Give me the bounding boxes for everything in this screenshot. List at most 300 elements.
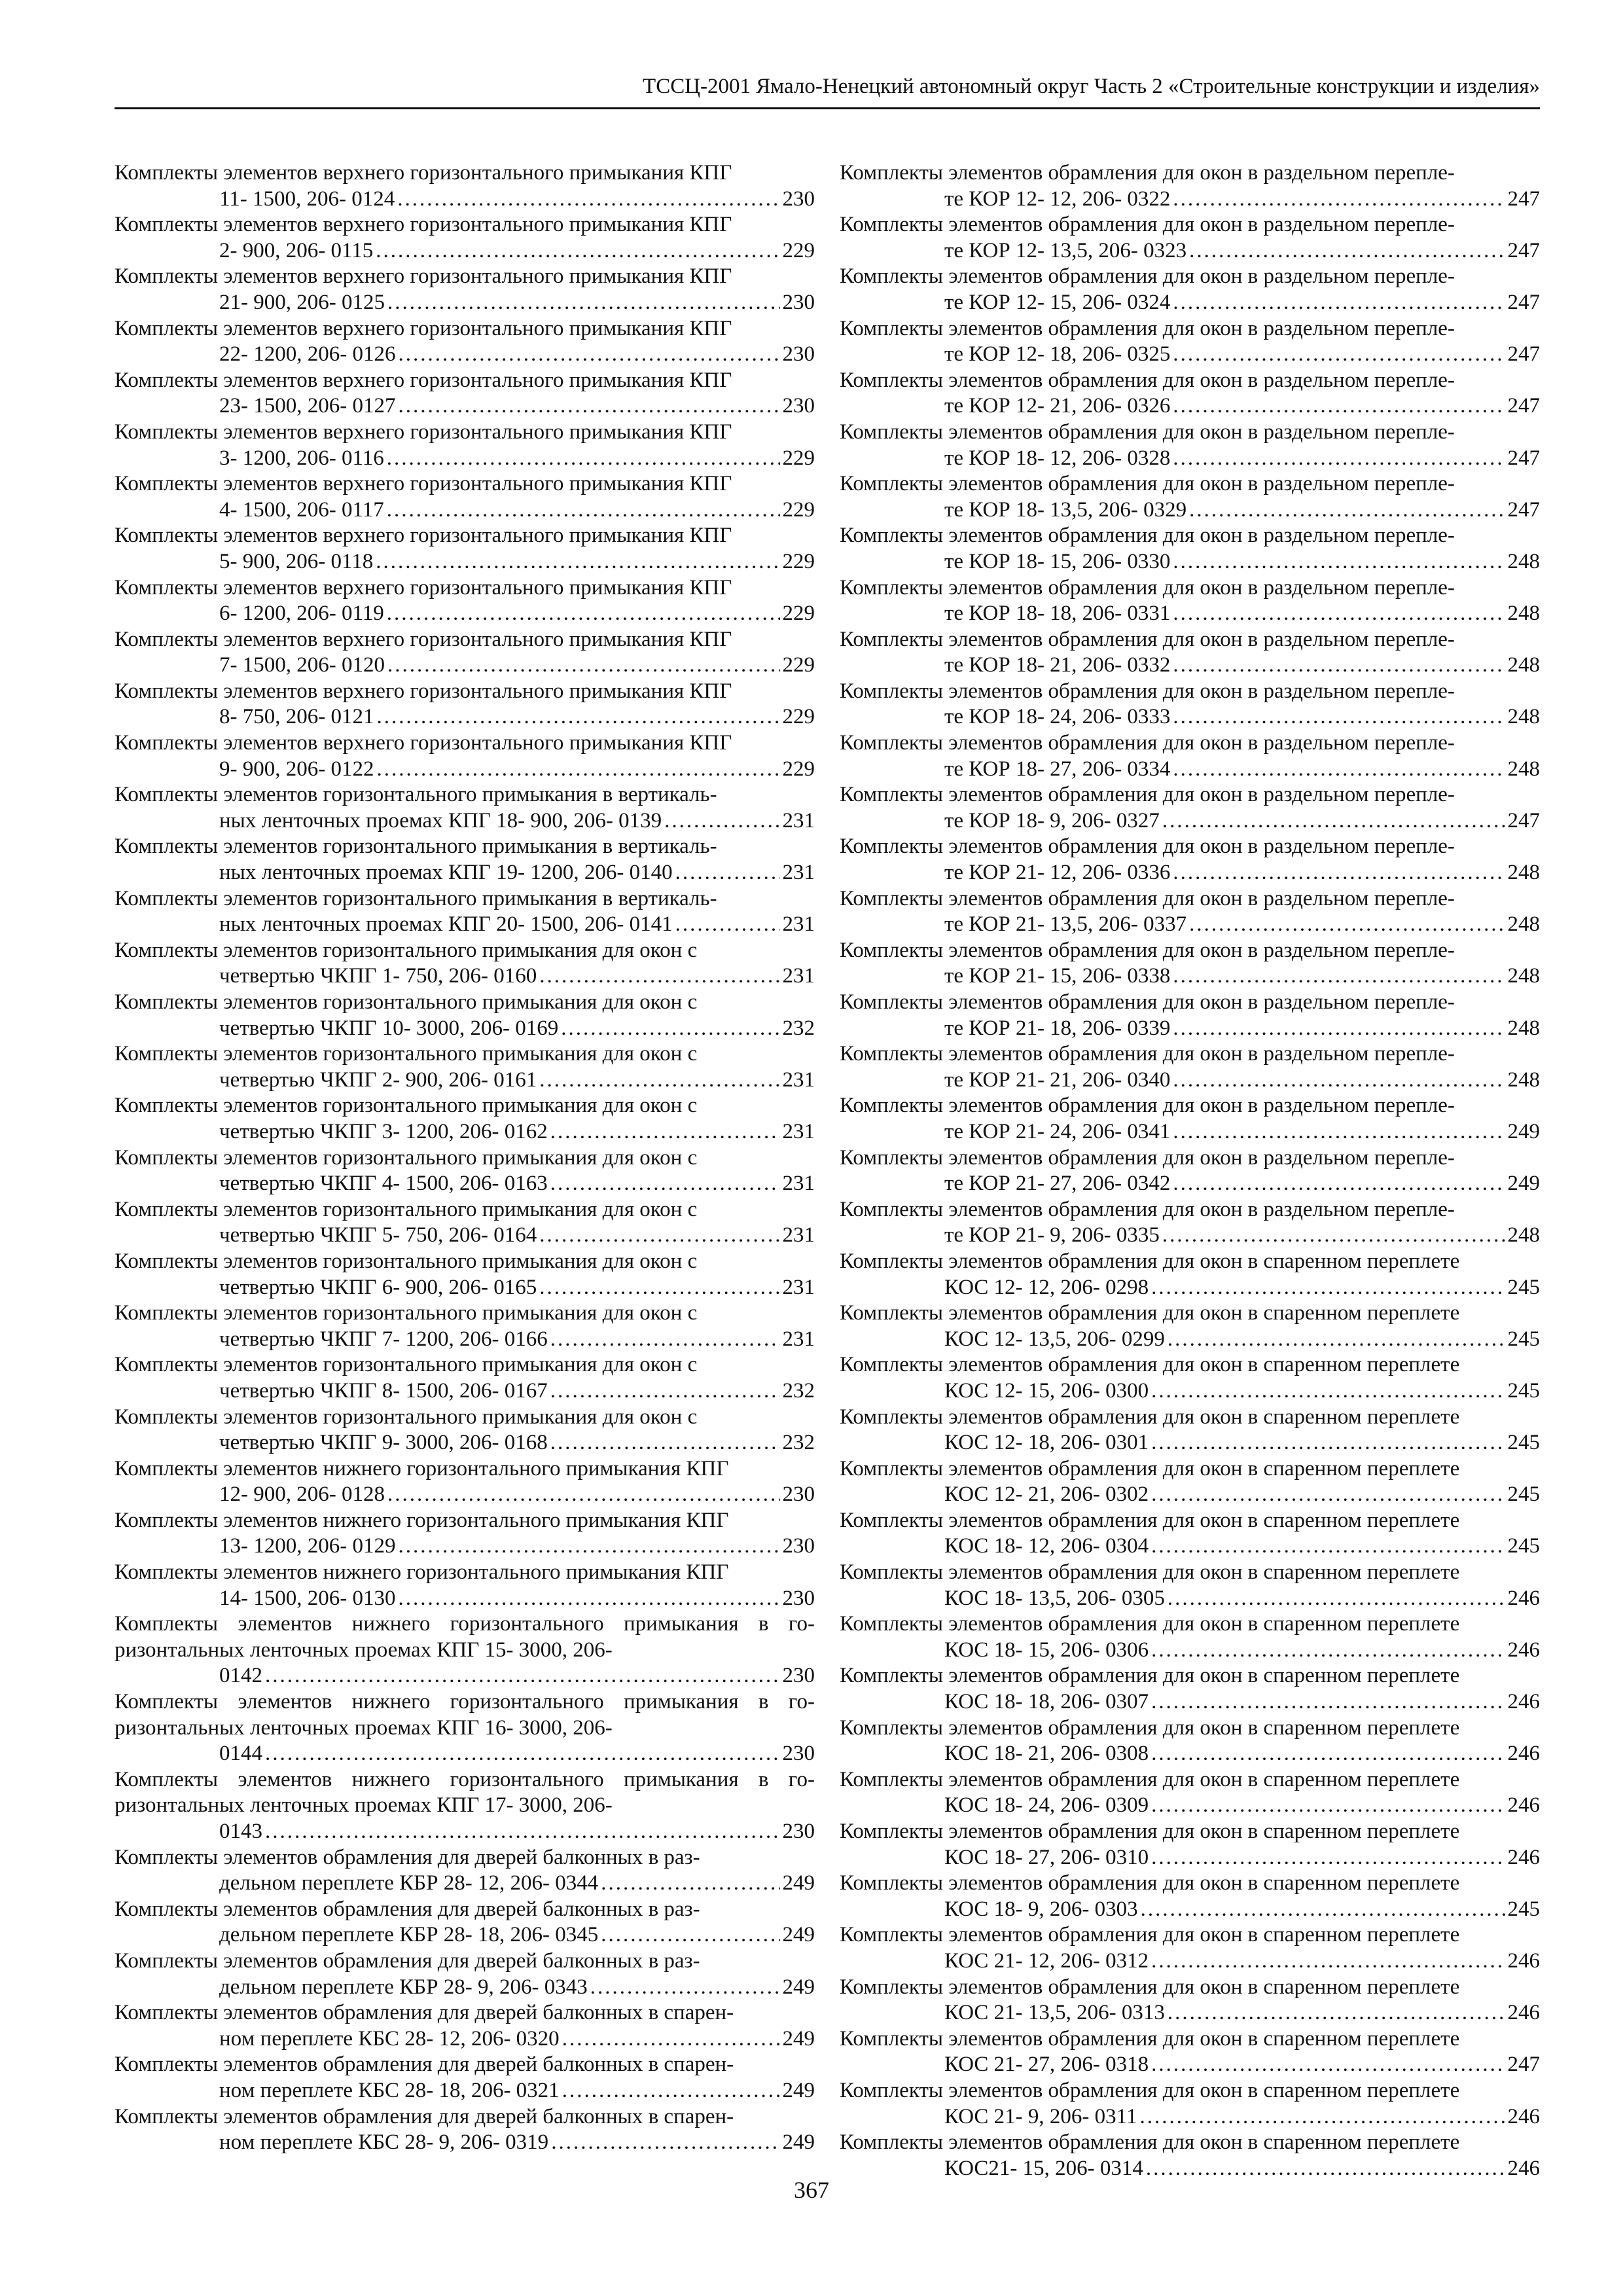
index-entry	[115, 990, 815, 1041]
index-entry-page: 229	[782, 757, 815, 781]
index-entry-code: 0143	[219, 1820, 262, 1843]
index-entry	[840, 212, 1540, 264]
index-entry-page: 248	[1507, 1223, 1540, 1247]
dot-leader	[1151, 2052, 1505, 2078]
index-entry-page: 245	[1507, 1327, 1540, 1351]
index-entry-line	[115, 757, 815, 783]
index-entry	[115, 730, 815, 782]
dot-leader	[1173, 1119, 1505, 1145]
index-entry-line	[840, 1275, 1540, 1301]
index-entry	[115, 471, 815, 523]
index-entry	[840, 1093, 1540, 1145]
index-entry-code: четвертью ЧКПГ 2- 900, 206- 0161	[219, 1067, 537, 1092]
index-entry	[840, 1715, 1540, 1767]
index-entry-line	[115, 342, 815, 368]
index-entry-page: 229	[782, 705, 815, 729]
index-entry-code: КОС 18- 18, 206- 0307	[944, 1690, 1149, 1714]
index-entry	[115, 1300, 815, 1352]
index-entry-text: Комплекты элементов нижнего горизонтального примыкания КПГ	[115, 1560, 729, 1585]
dot-leader	[398, 1534, 779, 1560]
dot-leader	[601, 1871, 779, 1897]
index-entry-page: 247	[1507, 394, 1540, 418]
dot-leader	[1151, 1845, 1505, 1871]
index-entry-text: Комплекты элементов обрамления для окон в раздельном перепле-	[840, 316, 1455, 340]
index-entry	[840, 2078, 1540, 2130]
index-entry	[840, 1975, 1540, 2026]
index-entry-code: КОС 12- 12, 206- 0298	[944, 1275, 1149, 1299]
index-entry-text: Комплекты элементов обрамления для окон в спаренном переплете	[840, 1405, 1460, 1429]
index-entry	[115, 1948, 815, 2000]
index-entry-page: 249	[782, 2078, 815, 2102]
dot-leader	[1151, 1689, 1505, 1715]
index-entry	[840, 264, 1540, 315]
index-entry-page: 230	[782, 342, 815, 367]
index-entry-page: 231	[782, 808, 815, 833]
index-entry-line	[115, 1119, 815, 1145]
index-entry	[115, 1456, 815, 1508]
index-entry-line	[840, 393, 1540, 420]
index-entry-page: 246	[1507, 1793, 1540, 1818]
index-entry-code: четвертью ЧКПГ 4- 1500, 206- 0163	[219, 1172, 548, 1196]
dot-leader	[550, 1171, 780, 1197]
index-entry-page: 249	[782, 2130, 815, 2155]
index-entry-text: Комплекты элементов горизонтального примыкания для окон с	[115, 990, 698, 1014]
index-entry-line	[115, 393, 815, 420]
index-entry-text: Комплекты элементов верхнего горизонтального примыкания КПГ	[115, 161, 732, 185]
dot-leader	[1173, 601, 1505, 627]
index-entry-text: Комплекты элементов обрамления для окон в раздельном перепле-	[840, 1094, 1455, 1118]
index-entry-line	[115, 704, 815, 730]
index-entry-code: те КОР 18- 18, 206- 0331	[944, 601, 1171, 626]
index-entry-page: 230	[782, 1664, 815, 1688]
index-entry-line	[840, 704, 1540, 730]
dot-leader	[1168, 1586, 1505, 1612]
index-entry-line	[840, 238, 1540, 264]
index-entry-line	[840, 2104, 1540, 2130]
index-entry-text: Комплекты элементов обрамления для окон в раздельном перепле-	[840, 264, 1455, 289]
dot-leader	[1141, 1897, 1505, 1923]
index-entry-page: 245	[1507, 1378, 1540, 1403]
index-entry-code: ных ленточных проемах КПГ 20- 1500, 206- 0141	[219, 912, 673, 937]
index-entry-page: 248	[1507, 705, 1540, 729]
index-entry-text: Комплекты элементов обрамления для окон в раздельном перепле-	[840, 731, 1455, 755]
index-entry-code: те КОР 18- 24, 206- 0333	[944, 705, 1171, 729]
index-entry-code: ных ленточных проемах КПГ 19- 1200, 206- 0140	[219, 861, 673, 885]
index-entry-line	[840, 1223, 1540, 1249]
index-entry-line	[840, 446, 1540, 472]
index-entry-page: 232	[782, 1016, 815, 1040]
index-entry-text: Комплекты элементов обрамления для окон в спаренном переплете	[840, 1715, 1460, 1740]
index-entry-line	[840, 1067, 1540, 1094]
index-entry-code: те КОР 12- 15, 206- 0324	[944, 290, 1171, 314]
dot-leader	[265, 1819, 780, 1845]
index-entry-line	[840, 290, 1540, 316]
index-entry-line	[115, 238, 815, 264]
index-entry	[115, 420, 815, 471]
index-entry-page: 246	[1507, 1948, 1540, 1973]
index-entry-line	[840, 1586, 1540, 1612]
index-entry	[840, 1405, 1540, 1456]
dot-leader	[387, 1482, 780, 1508]
index-entry-code: те КОР 21- 13,5, 206- 0337	[944, 912, 1187, 937]
index-entry-text: Комплекты элементов обрамления для дверей балконных в спарен-	[115, 2001, 734, 2025]
index-entry	[840, 1249, 1540, 1300]
dot-leader	[387, 653, 780, 679]
index-entry-text: Комплекты элементов обрамления для окон в спаренном переплете	[840, 1508, 1460, 1532]
index-entry-text: Комплекты элементов горизонтального примыкания для окон с	[115, 1197, 698, 1221]
index-entry	[840, 886, 1540, 938]
index-entry	[115, 1249, 815, 1300]
dot-leader	[1173, 963, 1505, 990]
index-entry-code: 6- 1200, 206- 0119	[219, 601, 384, 626]
index-entry-code: те КОР 21- 27, 206- 0342	[944, 1172, 1171, 1196]
index-entry-code: КОС 21- 12, 206- 0312	[944, 1948, 1149, 1973]
index-entry	[115, 679, 815, 730]
index-entry-line	[115, 1067, 815, 1094]
header-title: ТССЦ-2001 Ямало-Ненецкий автономный округ Часть 2 «Строительные конструкции и изделия»	[643, 75, 1540, 98]
index-entry-line	[840, 497, 1540, 524]
index-entry-line	[115, 1819, 815, 1845]
dot-leader	[387, 446, 780, 472]
index-entry-code: КОС 18- 15, 206- 0306	[944, 1638, 1149, 1662]
index-entry	[115, 782, 815, 834]
index-entry-text: Комплекты элементов обрамления для окон в спаренном переплете	[840, 2078, 1460, 2102]
index-entry-text: Комплекты элементов обрамления для окон в раздельном перепле-	[840, 1042, 1455, 1066]
index-entry-page: 229	[782, 653, 815, 677]
index-entry-line	[840, 860, 1540, 886]
index-entry-text: Комплекты элементов верхнего горизонтального примыкания КПГ	[115, 316, 732, 340]
index-entry-page: 229	[782, 238, 815, 262]
index-entry-code: те КОР 12- 12, 206- 0322	[944, 187, 1171, 211]
index-entry-text: Комплекты элементов горизонтального примыкания для окон с	[115, 1249, 698, 1273]
index-entry-page: 249	[782, 1923, 815, 1947]
index-entry-page: 230	[782, 1482, 815, 1507]
index-entry	[840, 1819, 1540, 1871]
index-entry-page: 246	[1507, 1690, 1540, 1714]
index-entry-code: 9- 900, 206- 0122	[219, 757, 374, 781]
index-entry-text: Комплекты элементов обрамления для окон в раздельном перепле-	[840, 834, 1455, 859]
index-entry	[115, 1845, 815, 1897]
dot-leader	[550, 1430, 780, 1456]
index-entry-text: Комплекты элементов нижнего горизонтального примыкания КПГ	[115, 1508, 729, 1532]
index-entry-code: четвертью ЧКПГ 9- 3000, 206- 0168	[219, 1431, 548, 1455]
dot-leader	[376, 549, 779, 575]
index-entry-text: Комплекты элементов горизонтального примыкания для окон с	[115, 1301, 698, 1325]
index-entry-line	[115, 808, 815, 834]
index-entry-line	[840, 1119, 1540, 1145]
index-entry-line	[840, 1482, 1540, 1508]
index-entry	[840, 1197, 1540, 1249]
index-entry	[840, 420, 1540, 471]
dot-leader	[387, 290, 780, 316]
index-entry	[840, 730, 1540, 782]
dot-leader	[1162, 1223, 1505, 1249]
index-entry	[840, 316, 1540, 368]
index-entry-line	[840, 1638, 1540, 1664]
dot-leader	[398, 393, 779, 420]
dot-leader	[398, 342, 779, 368]
index-entry-line	[115, 1016, 815, 1042]
index-entry-code: ном переплете КБС 28- 9, 206- 0319	[219, 2130, 549, 2155]
index-entry-code: КОС 21- 13,5, 206- 0313	[944, 2001, 1165, 2025]
index-entry-page: 249	[1507, 1119, 1540, 1143]
index-entry-page: 229	[782, 601, 815, 626]
index-entry-page: 247	[1507, 290, 1540, 314]
dot-leader	[1173, 1067, 1505, 1094]
index-entry-line	[840, 808, 1540, 834]
index-entry-line	[115, 1171, 815, 1197]
index-entry-page: 231	[782, 912, 815, 937]
index-entry	[115, 1560, 815, 1611]
index-entry	[115, 886, 815, 938]
index-entry	[115, 2000, 815, 2052]
index-entry-line	[115, 963, 815, 990]
dot-leader	[398, 1586, 779, 1612]
index-entry-line	[840, 1171, 1540, 1197]
index-entry-page: 247	[1507, 446, 1540, 470]
index-entry-line	[115, 2130, 815, 2156]
dot-leader	[1151, 1378, 1505, 1405]
index-entry-text: Комплекты элементов обрамления для окон в раздельном перепле-	[840, 1145, 1455, 1170]
index-entry-page: 246	[1507, 1586, 1540, 1610]
index-entry-line	[840, 1948, 1540, 1975]
index-entry-page: 231	[782, 1327, 815, 1351]
dot-leader	[1173, 187, 1505, 213]
index-entry-text: Комплекты элементов обрамления для окон в раздельном перепле-	[840, 783, 1455, 807]
dot-leader	[1173, 393, 1505, 420]
index-entry-page: 229	[782, 446, 815, 470]
index-entry-text: Комплекты элементов обрамления для дверей балконных в спарен-	[115, 2104, 734, 2128]
index-entry	[840, 1041, 1540, 1093]
index-entry-page: 231	[782, 1275, 815, 1299]
index-entry	[115, 1767, 815, 1845]
index-entry-text: Комплекты элементов нижнего горизонтального примыкания в го- ризонтальных ленточных проемах КПГ 15- 3000, 206-	[115, 1612, 815, 1662]
index-entry-page: 230	[782, 187, 815, 211]
dot-leader	[265, 1663, 780, 1689]
dot-leader	[1173, 342, 1505, 368]
index-entry-text: Комплекты элементов верхнего горизонтального примыкания КПГ	[115, 368, 732, 392]
dot-leader	[1173, 1016, 1505, 1042]
index-entry-code: 21- 900, 206- 0125	[219, 290, 385, 314]
index-entry-code: 0144	[219, 1742, 262, 1766]
index-entry-code: 2- 900, 206- 0115	[219, 238, 374, 262]
dot-leader	[397, 187, 779, 213]
index-entry-code: 23- 1500, 206- 0127	[219, 394, 396, 418]
index-entry	[115, 834, 815, 886]
index-entry-code: КОС 12- 15, 206- 0300	[944, 1378, 1149, 1403]
index-entry-text: Комплекты элементов нижнего горизонтального примыкания в го- ризонтальных ленточных проемах КПГ 17- 3000, 206-	[115, 1767, 815, 1818]
index-entry-code: 3- 1200, 206- 0116	[219, 446, 384, 470]
index-entry-code: те КОР 21- 24, 206- 0341	[944, 1119, 1171, 1143]
index-entry-page: 249	[782, 2026, 815, 2051]
index-entry	[840, 627, 1540, 679]
index-entry-code: те КОР 12- 18, 206- 0325	[944, 342, 1171, 367]
index-entry-text: Комплекты элементов верхнего горизонтального примыкания КПГ	[115, 420, 732, 444]
dot-leader	[539, 1275, 779, 1301]
index-entry-line	[115, 446, 815, 472]
index-column-right	[840, 160, 1540, 2181]
index-entry-code: те КОР 18- 12, 206- 0328	[944, 446, 1171, 470]
index-entry	[115, 1508, 815, 1560]
index-entry-line	[115, 1378, 815, 1405]
index-entry-page: 246	[1507, 1742, 1540, 1766]
index-entry-line	[115, 187, 815, 213]
index-entry-line	[840, 1327, 1540, 1353]
index-entry-code: четвертью ЧКПГ 3- 1200, 206- 0162	[219, 1119, 548, 1143]
index-entry-text: Комплекты элементов обрамления для окон в раздельном перепле-	[840, 886, 1455, 910]
dot-leader	[1151, 1741, 1505, 1767]
index-entry	[115, 1689, 815, 1767]
index-entry	[840, 938, 1540, 990]
index-entry-text: Комплекты элементов обрамления для окон в спаренном переплете	[840, 1249, 1460, 1273]
index-entry-text: Комплекты элементов верхнего горизонтального примыкания КПГ	[115, 524, 732, 548]
index-entry-page: 248	[1507, 653, 1540, 677]
index-entry-text: Комплекты элементов обрамления для окон в раздельном перепле-	[840, 1197, 1455, 1221]
index-entry-code: КОС 18- 12, 206- 0304	[944, 1534, 1149, 1558]
index-entry	[840, 575, 1540, 627]
index-entry	[840, 834, 1540, 886]
index-entry-page: 230	[782, 1586, 815, 1610]
index-entry-page: 245	[1507, 1275, 1540, 1299]
index-entry-code: 7- 1500, 206- 0120	[219, 653, 385, 677]
index-entry-page: 245	[1507, 1431, 1540, 1455]
index-entry-text: Комплекты элементов обрамления для окон в раздельном перепле-	[840, 938, 1455, 962]
dot-leader	[550, 1327, 780, 1353]
dot-leader	[590, 1975, 780, 2001]
index-entry-page: 247	[1507, 2053, 1540, 2077]
index-entry-code: те КОР 21- 12, 206- 0336	[944, 861, 1171, 885]
index-entry-code: ном переплете КБС 28- 12, 206- 0320	[219, 2026, 560, 2051]
index-entry-line	[115, 497, 815, 524]
dot-leader	[1151, 1948, 1505, 1975]
index-entry-code: четвертью ЧКПГ 5- 750, 206- 0164	[219, 1223, 537, 1247]
index-entry-page: 248	[1507, 964, 1540, 988]
index-entry-page: 249	[1507, 1172, 1540, 1196]
index-entry-code: те КОР 21- 21, 206- 0340	[944, 1067, 1171, 1092]
index-entry-text: Комплекты элементов обрамления для дверей балконных в раз-	[115, 1897, 700, 1921]
dot-leader	[539, 963, 779, 990]
index-entry-page: 247	[1507, 187, 1540, 211]
index-entry-page: 245	[1507, 1897, 1540, 1921]
index-entry-code: КОС 18- 9, 206- 0303	[944, 1897, 1138, 1921]
index-entry-page: 232	[782, 1378, 815, 1403]
dot-leader	[1162, 808, 1505, 834]
dot-leader	[376, 757, 779, 783]
index-entry-page: 246	[1507, 2156, 1540, 2180]
index-entry-code: четвертью ЧКПГ 7- 1200, 206- 0166	[219, 1327, 548, 1351]
index-entry-line	[840, 963, 1540, 990]
index-entry-line	[115, 1922, 815, 1948]
dot-leader	[1173, 1171, 1505, 1197]
index-entry-code: четвертью ЧКПГ 1- 750, 206- 0160	[219, 964, 537, 988]
index-entry-code: 12- 900, 206- 0128	[219, 1482, 385, 1507]
index-entry-text: Комплекты элементов верхнего горизонтального примыкания КПГ	[115, 213, 732, 237]
index-entry-page: 229	[782, 497, 815, 522]
index-column-left	[115, 160, 815, 2156]
dot-leader	[1139, 2104, 1505, 2130]
index-entry-page: 248	[1507, 1016, 1540, 1040]
index-entry-text: Комплекты элементов горизонтального примыкания в вертикаль-	[115, 834, 717, 859]
index-entry-text: Комплекты элементов обрамления для окон в раздельном перепле-	[840, 524, 1455, 548]
index-entry	[115, 575, 815, 627]
index-entry-page: 231	[782, 1172, 815, 1196]
index-entry	[115, 160, 815, 212]
index-entry-page: 246	[1507, 2001, 1540, 2025]
index-entry-line	[115, 549, 815, 575]
index-entry	[115, 1093, 815, 1145]
dot-leader	[1173, 757, 1505, 783]
index-entry	[115, 523, 815, 575]
index-entry-text: Комплекты элементов горизонтального примыкания в вертикаль-	[115, 886, 717, 910]
index-entry-code: КОС 18- 27, 206- 0310	[944, 1845, 1149, 1869]
index-entry	[840, 1611, 1540, 1663]
index-entry-line	[115, 2078, 815, 2104]
index-entry	[840, 368, 1540, 420]
index-entry-page: 246	[1507, 1638, 1540, 1662]
index-entry-line	[840, 912, 1540, 938]
index-entry-line	[115, 290, 815, 316]
index-entry-line	[840, 601, 1540, 627]
index-entry-code: КОС 12- 21, 206- 0302	[944, 1482, 1149, 1507]
dot-leader	[1168, 1327, 1505, 1353]
dot-leader	[601, 1922, 779, 1948]
page-number: 367	[794, 2177, 829, 2203]
index-entry-code: четвертью ЧКПГ 10- 3000, 206- 0169	[219, 1016, 559, 1040]
index-entry-code: 11- 1500, 206- 0124	[219, 187, 395, 211]
index-entry-code: четвертью ЧКПГ 8- 1500, 206- 0167	[219, 1378, 548, 1403]
index-entry-line	[115, 1741, 815, 1767]
index-entry-page: 231	[782, 1067, 815, 1092]
index-entry-text: Комплекты элементов обрамления для окон в раздельном перепле-	[840, 472, 1455, 496]
index-entry	[840, 1145, 1540, 1197]
index-entry	[840, 1508, 1540, 1560]
index-entry	[840, 1922, 1540, 1974]
index-entry-line	[840, 1689, 1540, 1715]
dot-leader	[539, 1067, 779, 1094]
index-entry-text: Комплекты элементов обрамления для окон в раздельном перепле-	[840, 575, 1455, 600]
dot-leader	[1173, 446, 1505, 472]
index-entry-text: Комплекты элементов горизонтального примыкания для окон с	[115, 938, 698, 962]
index-entry-text: Комплекты элементов обрамления для окон в раздельном перепле-	[840, 213, 1455, 237]
dot-leader	[675, 860, 780, 886]
index-entry-text: Комплекты элементов горизонтального примыкания для окон с	[115, 1145, 698, 1170]
index-entry-code: те КОР 18- 21, 206- 0332	[944, 653, 1171, 677]
index-entry	[840, 471, 1540, 523]
index-entry-code: ном переплете КБС 28- 18, 206- 0321	[219, 2078, 560, 2102]
index-entry-text: Комплекты элементов обрамления для окон в спаренном переплете	[840, 1301, 1460, 1325]
index-entry-page: 247	[1507, 238, 1540, 262]
index-entry-code: те КОР 21- 18, 206- 0339	[944, 1016, 1171, 1040]
index-entry	[115, 1197, 815, 1249]
index-entry-text: Комплекты элементов верхнего горизонтального примыкания КПГ	[115, 627, 732, 651]
index-entry-page: 248	[1507, 861, 1540, 885]
index-entry-code: те КОР 18- 9, 206- 0327	[944, 808, 1160, 833]
index-entry-page: 231	[782, 1119, 815, 1143]
index-entry-text: Комплекты элементов обрамления для окон в спаренном переплете	[840, 1664, 1460, 1688]
index-entry-page: 231	[782, 1223, 815, 1247]
index-entry-line	[840, 1430, 1540, 1456]
index-entry	[840, 679, 1540, 730]
index-entry-page: 230	[782, 290, 815, 314]
index-entry-code: КОС 21- 27, 206- 0318	[944, 2053, 1149, 2077]
index-entry-page: 231	[782, 861, 815, 885]
index-entry-code: КОС 18- 24, 206- 0309	[944, 1793, 1149, 1818]
index-entry-code: 13- 1200, 206- 0129	[219, 1534, 396, 1558]
index-entry-code: 8- 750, 206- 0121	[219, 705, 374, 729]
index-entry-page: 248	[1507, 1067, 1540, 1092]
running-header	[115, 73, 1540, 109]
index-entry-line	[840, 1845, 1540, 1871]
